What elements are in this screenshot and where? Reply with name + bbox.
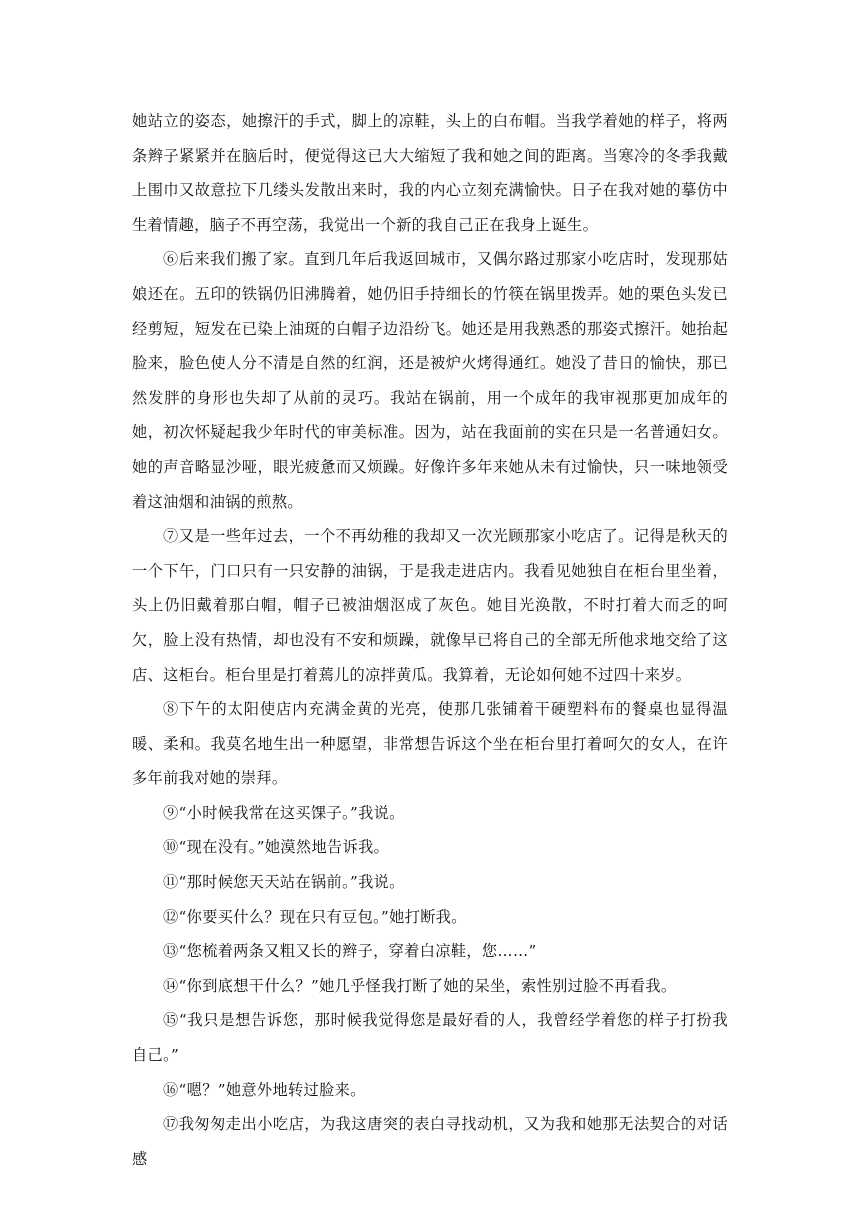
- paragraph-9: ⑨“小时候我常在这买馃子。”我说。: [163, 803, 405, 822]
- paragraph-10: ⑩“现在没有。”她漠然地告诉我。: [163, 838, 390, 857]
- paragraph-11: ⑪“那时候您天天站在锅前。”我说。: [163, 873, 405, 892]
- paragraph-16: ⑯“嗯？”她意外地转过脸来。: [163, 1080, 366, 1099]
- paragraph-8: ⑧下午的太阳使店内充满金黄的光亮，使那几张铺着干硬塑料布的餐桌也显得温暖、柔和。我莫名地生出一种愿望，非常想告诉这个坐在柜台里打着呵欠的女人，在许多年前我对她的崇拜。: [132, 700, 728, 788]
- paragraph-12: ⑫“你要买什么？现在只有豆包。”她打断我。: [163, 907, 467, 926]
- paragraph-17: ⑰我匆匆走出小吃店，为我这唐突的表白寻找动机，又为我和她那无法契合的对话感: [132, 1115, 728, 1168]
- document-body: [132, 104, 728, 1176]
- paragraph-7: ⑦又是一些年过去，一个不再幼稚的我却又一次光顾那家小吃店了。记得是秋天的一个下午，门口只有一只安静的油锅，于是我走进店内。我看见她独自在柜台里坐着，头上仍旧戴着那白帽，帽子已被油烟沤成了灰色。她目光涣散，不时打着大而乏的呵欠，脸上没有热情，却也没有不安和烦躁，就像早已将自己的全部无所他求地交给了这店、这柜台。柜台里是打着蔫儿的凉拌黄瓜。我算着，无论如何她不过四十来岁。: [132, 527, 728, 684]
- paragraph-continued: 她站立的姿态，她擦汗的手式，脚上的凉鞋，头上的白布帽。当我学着她的样子，将两条辫子紧紧并在脑后时，便觉得这已大大缩短了我和她之间的距离。当寒冷的冬季我戴上围巾又故意拉下几缕头发散出来时，我的内心立刻充满愉快。日子在我对她的摹仿中生着情趣，脑子不再空荡，我觉出一个新的我自己正在我身上诞生。: [132, 112, 728, 234]
- paragraph-15: ⑮“我只是想告诉您，那时候我觉得您是最好看的人，我曾经学着您的样子打扮我自己。”: [132, 1011, 728, 1065]
- paragraph-14: ⑭“你到底想干什么？”她几乎怪我打断了她的呆坐，索性别过脸不再看我。: [163, 976, 677, 995]
- paragraph-13: ⑬“您梳着两条又粗又长的辫子，穿着白凉鞋，您……”: [163, 942, 537, 961]
- paragraph-6: ⑥后来我们搬了家。直到几年后我返回城市，又偶尔路过那家小吃店时，发现那姑娘还在。五印的铁锅仍旧沸腾着，她仍旧手持细长的竹筷在锅里拨弄。她的栗色头发已经剪短，短发在已染上油斑的白帽子边沿纷飞。她还是用我熟悉的那姿式擦汗。她抬起脸来，脸色使人分不清是自然的红润，还是被炉火烤得通红。她没了昔日的愉快，那已然发胖的身形也失却了从前的灵巧。我站在锅前，用一个成年的我审视那更加成年的她，初次怀疑起我少年时代的审美标准。因为，站在我面前的实在只是一名普通妇女。她的声音略显沙哑，眼光疲惫而又烦躁。好像许多年来她从未有过愉快，只一味地领受着这油烟和油锅的煎熬。: [132, 250, 728, 511]
